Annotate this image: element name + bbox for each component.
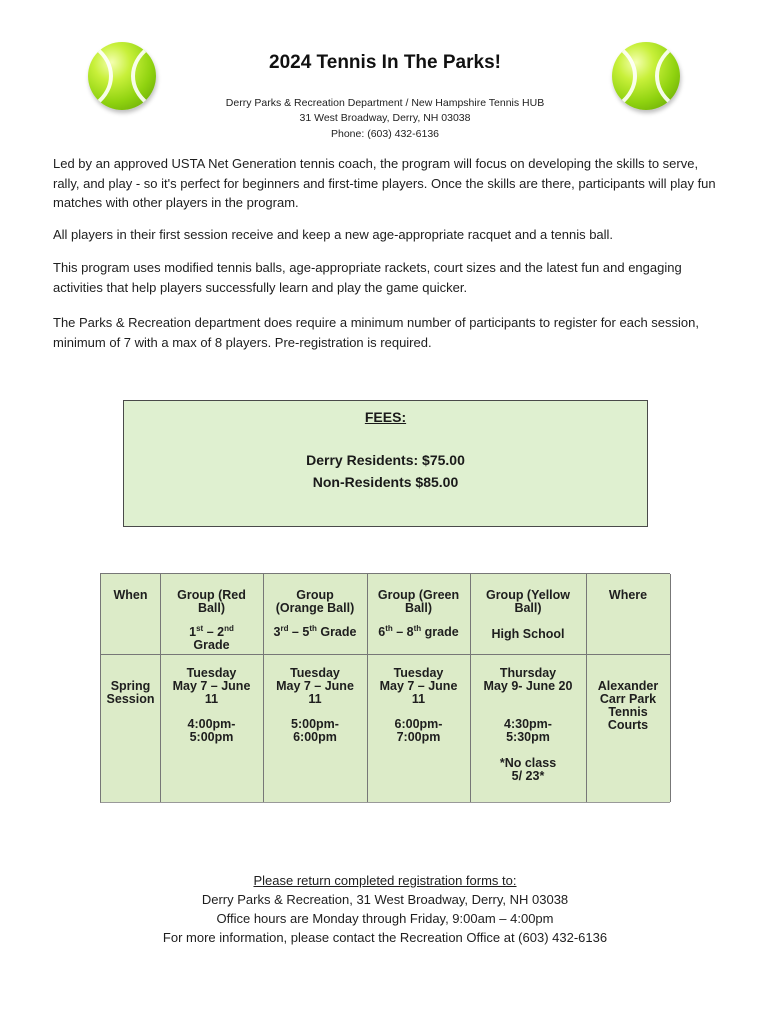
no-class-note: *No class 5/ 23* <box>499 756 557 783</box>
where-header: Where <box>608 588 648 602</box>
group-day: Thursday May 9- June 20 <box>483 666 573 693</box>
fees-title: FEES: <box>364 409 407 425</box>
fees-box <box>123 400 648 527</box>
group-name: Group (Green Ball) <box>377 588 460 615</box>
return-address: Derry Parks & Recreation, 31 West Broadway, Derry, NH 03038 <box>201 892 569 907</box>
return-forms-heading: Please return completed registration forms to: <box>253 873 517 888</box>
registration-paragraph: The Parks & Recreation department does require a minimum number of participants to register for each session, minimum of 7 with a max of 8 players. Pre-registration is required. <box>53 315 699 350</box>
schedule-table <box>100 573 670 803</box>
group-time: 5:00pm- 6:00pm <box>291 717 339 744</box>
group-day: Tuesday May 7 – June 11 <box>276 666 354 706</box>
group-grade: 3rd – 5th Grade <box>273 623 357 639</box>
session-label: Spring Session <box>106 679 155 706</box>
location-label: Alexander Carr Park Tennis Courts <box>597 679 659 732</box>
intro-paragraph: Led by an approved USTA Net Generation tennis coach, the program will focus on developing the skills to serve, rally, and play - so it's perfect for beginners and first-time players. Once the skills are there, participants will play fun matches with other players in the program. <box>53 156 716 210</box>
address-line: Derry Parks & Recreation Department / New Hampshire Tennis HUB <box>225 97 545 109</box>
contact-info: For more information, please contact the Recreation Office at (603) 432-6136 <box>162 930 608 945</box>
group-time: 4:00pm- 5:00pm <box>187 717 236 744</box>
group-name: Group (Red Ball) <box>177 588 246 615</box>
group-time: 6:00pm- 7:00pm <box>394 717 443 744</box>
group-name: Group (Yellow Ball) <box>485 588 571 615</box>
phone-line: Phone: (603) 432-6136 <box>331 128 439 140</box>
office-hours: Office hours are Monday through Friday, 9:00am – 4:00pm <box>216 911 554 926</box>
group-day: Tuesday May 7 – June 11 <box>379 666 458 706</box>
page-title: 2024 Tennis In The Parks! <box>269 52 501 73</box>
address-line: 31 West Broadway, Derry, NH 03038 <box>299 112 471 124</box>
group-day: Tuesday May 7 – June 11 <box>172 666 251 706</box>
non-resident-fee: Non-Residents $85.00 <box>312 474 459 490</box>
group-grade: 1st – 2nd Grade <box>189 623 234 652</box>
group-grade: 6th – 8th grade <box>378 623 459 639</box>
program-paragraph: This program uses modified tennis balls, age-appropriate rackets, court sizes and the latest fun and engaging activities that help players successfully learn and play the game quicker. <box>53 260 682 295</box>
group-grade: High School <box>491 627 565 641</box>
when-header: When <box>113 588 148 602</box>
racquet-paragraph: All players in their first session receive and keep a new age-appropriate racquet and a tennis ball. <box>53 227 614 242</box>
group-time: 4:30pm- 5:30pm <box>504 717 552 744</box>
group-name: Group (Orange Ball) <box>275 588 355 615</box>
resident-fee: Derry Residents: $75.00 <box>306 452 465 468</box>
